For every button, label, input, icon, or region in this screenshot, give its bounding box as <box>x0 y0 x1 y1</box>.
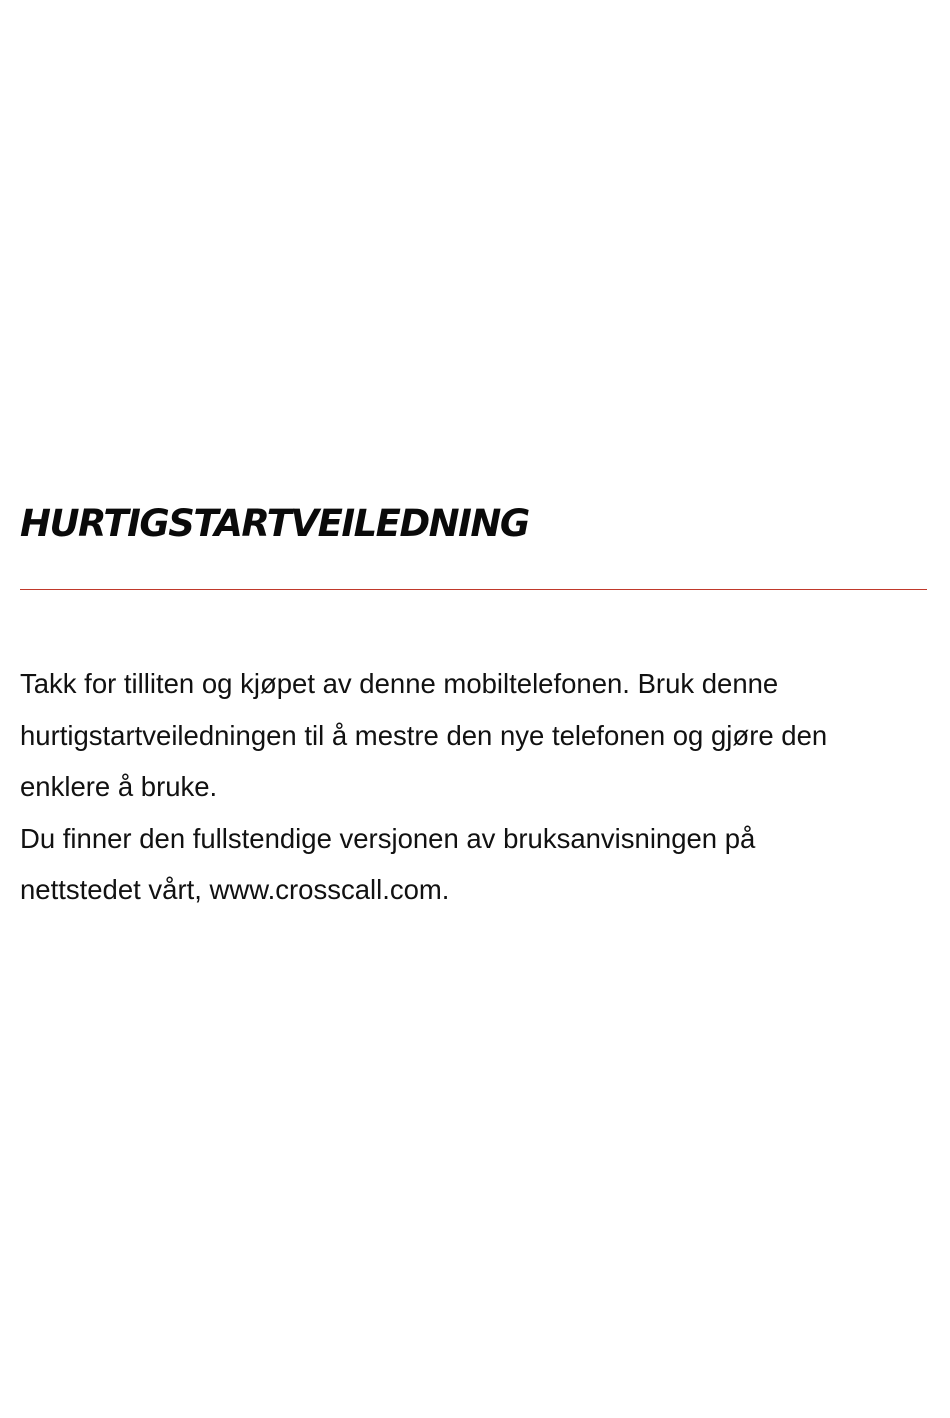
intro-line: Takk for tilliten og kjøpet av denne mobiltelefonen. Bruk denne <box>20 668 779 699</box>
intro-line: hurtigstartveiledningen til å mestre den nye telefonen og gjøre den <box>20 719 828 751</box>
intro-line: enklere å bruke. <box>20 771 218 802</box>
title-divider <box>20 589 927 590</box>
page-title: HURTIGSTARTVEILEDNING <box>20 502 529 545</box>
intro-line: nettstedet vårt, www.crosscall.com. <box>20 874 450 905</box>
intro-paragraph <box>20 658 940 916</box>
intro-line: Du finner den fullstendige versjonen av bruksanvisningen på <box>20 822 756 854</box>
